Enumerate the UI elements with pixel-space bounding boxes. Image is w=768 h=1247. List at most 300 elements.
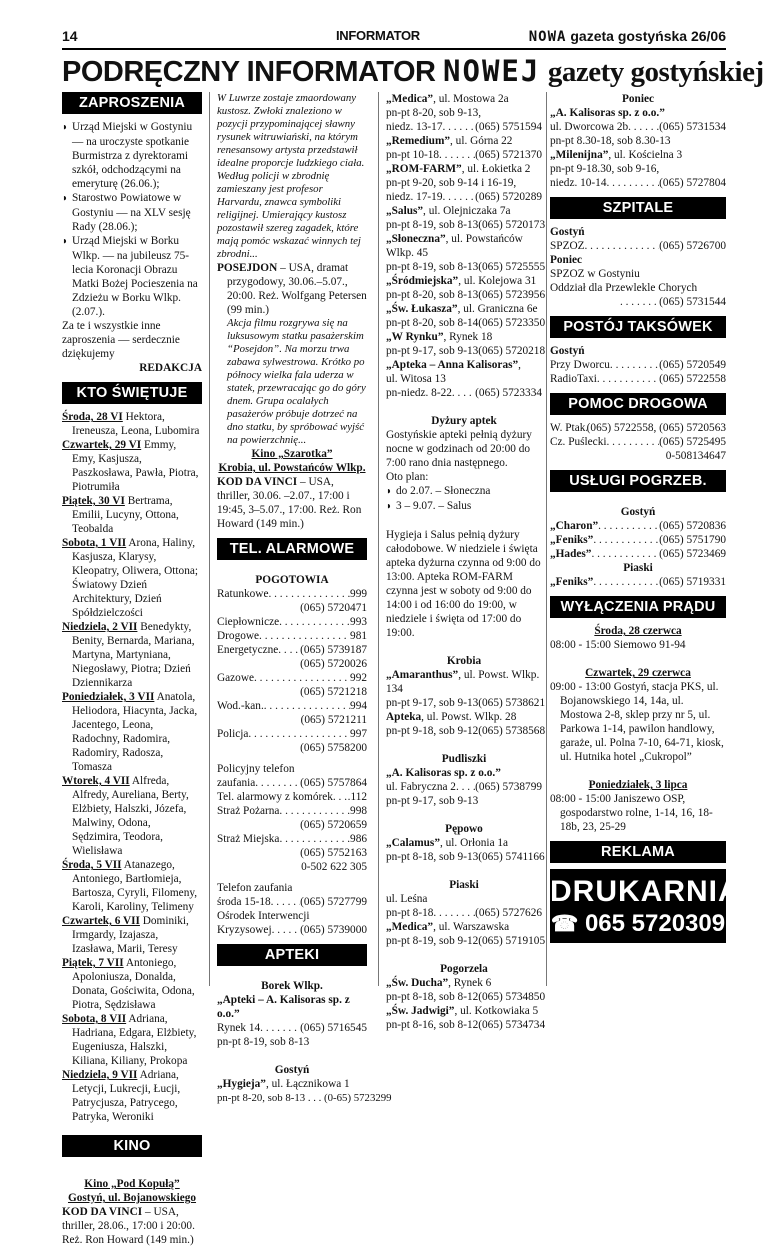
advertisement [550, 869, 741, 943]
phone-number: (065) 5723956 [478, 289, 546, 301]
city-name: Pudliszki [441, 753, 487, 765]
column-divider [209, 92, 210, 986]
phone-label: „Hades” [550, 548, 592, 560]
name-day-names: Arona, Haliny, Kasjusza, Klarysy, Kleopatry, Oliwera, Ottona; Światowy Dzień Architektury, Dzień Spółdzielczości [72, 537, 199, 619]
pharmacy-entry [386, 302, 542, 316]
pharmacy-address: , Rynek 18 [443, 331, 493, 343]
phone-row: pn-pt 8-18, sob 9-13 (065) 5741166 [386, 851, 545, 863]
phone-row [550, 421, 726, 435]
phone-row: ul. Dworcowa 2b . . . (065) 5731534 [550, 120, 726, 134]
phone-row [386, 1018, 546, 1032]
hospital-line: Oddział dla Przewlekle Chorych [550, 282, 698, 294]
phone-label: Przy Dworcu [550, 359, 610, 371]
title-part1: PODRĘCZNY INFORMATOR [62, 56, 436, 88]
phone-number: (065) 5738568 [478, 725, 546, 737]
phone-label: Wod.-kan. [217, 700, 264, 712]
paper-name [529, 28, 726, 45]
film-plot: Akcja filmu rozgrywa się na luksusowym statku pasażerskim “Posejdon”. Na morzu trwa zabawa sylwestrowa. Krótko po północy wielka fala uderza w statek, przewracając go do góry dnem. Grupa ocalałych pasażerów próbuje dotrzeć na dno statku, by spróbować wyjść na powierzchnię... [227, 317, 366, 446]
duty-plan-label: Oto plan: [386, 471, 429, 483]
phone-row: pn-pt 8-19, sob 9-12 (065) 5719105 [386, 935, 546, 947]
pharmacy-hours: pn-pt 8-20, sob 9-13, [386, 107, 482, 119]
label: Ośrodek Interwencji [217, 910, 310, 922]
leader-dots [264, 699, 350, 713]
phone-row: „Feniks” . . . (065) 5719331 [550, 575, 726, 589]
phone-number: (065) 5725495 [659, 436, 726, 448]
phone-number: (065) 5725555 [478, 261, 546, 273]
pharmacy-hours: pn-pt 9-17, sob 9-13 [386, 795, 479, 807]
phone-row [386, 344, 546, 358]
phone-label: pn-pt 10-18 [386, 149, 440, 161]
cinema-address: Krobia, ul. Powstańców Wlkp. [218, 462, 366, 474]
name-day-names: Dominiki, Irmgardy, Izajasza, Izasława, Marii, Teresy [72, 915, 189, 955]
name-day-names: Adriana, Hadriana, Edgara, Elżbiety, Eugeniusza, Halszki, Kiliana, Kiliany, Prokopa [72, 1013, 197, 1067]
column-divider [546, 92, 547, 986]
phone-row [550, 358, 726, 372]
phone-row [217, 699, 367, 713]
phone-number: 999 [350, 588, 367, 600]
pharmacy-address: , Rynek 6 [448, 977, 492, 989]
phone-row [550, 435, 726, 449]
title-part2: NOWEJ [443, 54, 541, 88]
page-number: 14 [62, 28, 78, 44]
phone-row [217, 643, 367, 657]
pharmacy-entry [386, 204, 542, 218]
label: Telefon zaufania [217, 882, 293, 894]
phone-number: (065) 5721370 [475, 149, 542, 161]
cinema-address: Gostyń, ul. Bojanowskiego [67, 1192, 197, 1204]
phone-label: Ratunkowe [217, 588, 269, 600]
name-day-item [62, 914, 202, 956]
subheading-pogotowia: POGOTOWIA [255, 574, 329, 586]
phone-row: Tel. alarmowy z komórek . . . .112 [217, 790, 367, 804]
funeral-list [550, 519, 726, 561]
leader-dots [259, 629, 350, 643]
pharmacy-address: , ul. Kotkowiaka 5 [454, 1005, 539, 1017]
header-rule [62, 48, 726, 50]
name-day-names: Antoniego, Apoloniusza, Donalda, Donata, Gościwita, Odona, Piotra, Sędzisława [72, 957, 195, 1011]
alarm-phone-list [217, 587, 367, 755]
phone-label: pn-pt 8-20, sob 8-14 [386, 317, 479, 329]
phone-row: SPZOZ . . . (065) 5726700 [550, 239, 726, 253]
phone-label: niedz. 17-19 [386, 191, 443, 203]
pharmacy-name: „ROM-FARM” [386, 163, 462, 175]
city-name: Gostyń [274, 1064, 310, 1076]
phone-label: pn-pt 8-19, sob 8-13 [386, 219, 479, 231]
thanks-text: Za te i wszystkie inne zaproszenia — serdecznie dziękujemy [62, 320, 180, 360]
pharmacy-hours: pn-pt 8-19, sob 8-13 [217, 1036, 310, 1048]
phone-extra: (065) 5721211 [300, 714, 367, 726]
phone-row [386, 260, 546, 274]
pharmacy-entry [386, 92, 542, 106]
outage-text: 08:00 - 15:00 Siemowo 91-94 [550, 639, 686, 651]
section-heading-szpitale: SZPITALE [550, 197, 726, 219]
name-day-item [62, 690, 202, 774]
leader-dots [591, 547, 659, 561]
pharmacy-address: ul. Leśna [386, 893, 428, 905]
name-day-date: Niedziela, 2 VII [62, 621, 138, 633]
leader-dots [268, 587, 350, 601]
phone-label: Cz. Puślecki [550, 436, 607, 448]
phone-row [550, 547, 726, 561]
pharmacy-name: „A. Kalisoras sp. z o.o.” [550, 107, 665, 119]
phone-row [386, 218, 546, 232]
pharmacy-hours: pn-pt 9-18.30, sob 9-16, [550, 163, 660, 175]
pharmacy-name: „Śródmiejska” [386, 275, 459, 287]
phone-number: 997 [350, 728, 367, 740]
phone-row [386, 696, 546, 710]
phone-row [386, 990, 546, 1004]
phone-label: Gazowe [217, 672, 255, 684]
ad-phone: 065 5720309 [584, 910, 726, 937]
pharmacy-entry [386, 232, 542, 260]
invitation-item: ◗ Starostwo Powiatowe w Gostyniu — na XLV sesję Rady (28.06.); [62, 191, 202, 234]
phone-row: Straż Pożarna . . . 998 [217, 804, 367, 818]
phone-label: pn-pt 8-18, sob 8-12 [386, 991, 479, 1003]
name-day-item [62, 1012, 202, 1068]
pharmacy-name: „Apteka – Anna Kalisoras” [386, 359, 519, 371]
phone-number: (065) 5723350 [478, 317, 546, 329]
name-day-names: Atanazego, Antoniego, Bartłomieja, Bartosza, Cyryli, Filomeny, Karoli, Karoliny, Telimeny [72, 859, 198, 913]
phone-row [386, 120, 542, 134]
outage-text: 09:00 - 13:00 Gostyń, stacja PKS, ul. Bojanowskiego 14, 14a, ul. Mostowa 2-8, sklep przy nr 5, ul. Parkowa 1-14, pawilon handlowy, garaże, ul. Polna 7-10, 64-71, kiosk, ul. Hutnika hotel „Cukropol” [550, 681, 724, 763]
phone-extra: (065) 5758200 [300, 742, 367, 754]
pharmacy-name: Apteka [386, 711, 422, 723]
name-day-date: Poniedziałek, 3 VII [62, 691, 155, 703]
pharmacy-address: , ul. Powstańców Wlkp. 45 [386, 233, 523, 259]
section-heading-uslugi-pogrzebowe: USŁUGI POGRZEB. [550, 470, 726, 492]
pharmacy-address: , ul. Graniczna 6e [457, 303, 538, 315]
city-name: Piaski [623, 562, 653, 574]
film-title: KOD DA VINCI [62, 1206, 143, 1218]
leader-dots [439, 148, 475, 162]
name-day-item [62, 438, 202, 494]
phone-number: (065) 5738621 [478, 697, 546, 709]
phone-row [386, 190, 542, 204]
paper-name-rest: gazeta gostyńska 26/06 [570, 28, 726, 44]
pharmacy-name: „A. Kalisoras sp. z o.o.” [386, 767, 501, 779]
phone-row [550, 372, 726, 386]
city-name: Gostyń [620, 506, 656, 518]
phone-row: Kryzysowej . . . (065) 5739000 [217, 923, 367, 937]
pharmacy-hours: pn-pt 9-20, sob 9-14 i 16-19, [386, 177, 517, 189]
city-name: Pępowo [445, 823, 483, 835]
section-heading-apteki: APTEKI [217, 944, 367, 966]
phone-extra: (065) 5720659 [300, 819, 367, 831]
name-day-date: Środa, 28 VI [62, 411, 123, 423]
phone-number: 993 [350, 616, 367, 628]
city-name: Krobia [446, 655, 482, 667]
phone-row: pn-pt 8-18 . . . (065) 5727626 [386, 906, 542, 920]
outage-date: Poniedziałek, 3 lipca [588, 779, 688, 791]
phone-label: pn-pt 9-17, sob 9-13 [386, 697, 479, 709]
section-heading-wylaczenia-pradu: WYŁĄCZENIA PRĄDU [550, 596, 726, 618]
pharmacy-address: , ul. Powst. Wlkp. 28 [421, 711, 517, 723]
film-entry [217, 261, 367, 317]
phone-label: W. Ptak [550, 422, 586, 434]
column-3 [386, 92, 546, 1032]
paper-name-nowa: NOWA [528, 29, 567, 45]
leader-dots [442, 120, 475, 134]
section-heading-reklama: REKLAMA [550, 841, 726, 863]
leader-dots [606, 435, 659, 449]
name-day-names: Adriana, Letycji, Lukrecji, Łucji, Patrycjusza, Patrycego, Patryka, Weroniki [72, 1069, 181, 1123]
phone-number: (065) 5722558 [659, 373, 726, 385]
column-1 [62, 92, 202, 1247]
pharmacy-name: „Św. Ducha” [386, 977, 449, 989]
phone-row: ul. Fabryczna 2 . . . (065) 5738799 [386, 780, 542, 794]
pharmacy-entry [386, 274, 542, 288]
film-desc: – USA, thriller, 28.06., 17:00 i 20:00. Reż. Ron Howard (149 min.) [62, 1206, 195, 1246]
pharmacy-name: „W Rynku” [386, 331, 444, 343]
film-entry [217, 475, 367, 531]
pharmacy-name: „Apteki – A. Kalisoras sp. z o.o.” [217, 994, 350, 1020]
name-day-item [62, 1068, 202, 1124]
duty-note: Hygieja i Salus pełnią dyżury całodobowe. W niedziele i święta apteka dyżurna czynna od 9:00 do 13:00. Apteka ROM-FARM czynna jest w soboty od 9:00 do 14:00 i od 16:00 do 19:00, w niedziele i święta od 17:00 do 19:00. [386, 529, 541, 639]
leader-dots [278, 643, 300, 657]
phone-number: (065) 5734850 [478, 991, 546, 1003]
film-desc: – USA, thriller, 30.06. –2.07., 17:00 i 19:45, 3–5.07., 17:00. Reż. Ron Howard (149 min.) [217, 476, 362, 530]
phone-number: (065) 5720289 [475, 191, 542, 203]
cinema-name: Kino „Pod Kopułą” [84, 1178, 180, 1190]
phone-label: pn-pt 9-18, sob 9-12 [386, 725, 479, 737]
name-day-names: Alfreda, Alfredy, Aureliana, Berty, Elżbiety, Halszki, Józefa, Malwiny, Odona, Sędzimira, Teodora, Wielisława [72, 775, 189, 857]
phone-label: Energetyczne [217, 644, 279, 656]
name-day-item [62, 620, 202, 690]
name-day-item [62, 536, 202, 620]
phone-extra: (065) 5720026 [300, 658, 367, 670]
pharmacy-entry [386, 1004, 542, 1018]
name-days-list [62, 410, 202, 1124]
phone-number: (065) 5734734 [478, 1019, 546, 1031]
phone-label: niedz. 13-17 [386, 121, 443, 133]
name-day-item [62, 410, 202, 438]
subheading-dyzury: Dyżury aptek [431, 415, 497, 427]
phone-row [550, 533, 726, 547]
pharmacy-hours: pn-pt 8-20, sob 8-13 . . . (0-65) 5723299 [217, 1092, 392, 1104]
name-day-names: Benedykty, Benity, Bernarda, Mariana, Martyna, Martyniana, Niegosławy, Piotra; Dzień Dziennikarza [72, 621, 195, 689]
section-heading-kino: KINO [62, 1135, 202, 1157]
name-day-date: Sobota, 1 VII [62, 537, 127, 549]
name-day-names: Emmy, Emy, Kasjusza, Paszkosława, Pawła, Piotra, Piotrumiła [72, 439, 199, 493]
pharmacy-address: , ul. Łokietka 2 [461, 163, 531, 175]
roadside-list [550, 421, 726, 449]
pharmacy-entry [386, 710, 542, 724]
signature: REDAKCJA [139, 362, 202, 374]
invitation-item: ◗ Urząd Miejski w Borku Wlkp. — na jubileusz 75-lecia Koronacji Obrazu Matki Bożej Pocieszenia na Zdzieżu w Borku Wlkp. (2.07.). [62, 234, 202, 319]
column-divider [378, 92, 379, 986]
invitations-list [62, 120, 202, 319]
phone-label: pn-pt 8-19, sob 8-13 [386, 261, 479, 273]
name-day-date: Piątek, 7 VII [62, 957, 124, 969]
city-name: Piaski [449, 879, 479, 891]
name-day-item [62, 956, 202, 1012]
section-heading-zaproszenia: ZAPROSZENIA [62, 92, 202, 114]
column-2 [217, 92, 392, 1105]
duty-text: Gostyńskie apteki pełnią dyżury nocne w godzinach od 20:00 do 7:00 rano dnia następnego. [386, 429, 532, 469]
power-outage-list [550, 624, 726, 834]
film-entry [62, 1205, 202, 1247]
phone-number: (065) 5723334 [475, 387, 542, 399]
city-name: Pogorzela [440, 963, 488, 975]
section-heading-kto-swietuje: KTO ŚWIĘTUJE [62, 382, 202, 404]
spacer [550, 764, 726, 778]
phone-row [217, 671, 367, 685]
pharmacy-entry: „Hygieja”, ul. Łącznikowa 1 [217, 1078, 350, 1090]
pharmacy-name: „Amaranthus” [386, 669, 459, 681]
name-day-names: Bertrama, Emilii, Lucyny, Ottona, Teobalda [72, 495, 179, 535]
leader-dots [597, 372, 659, 386]
leader-dots [452, 386, 475, 400]
phone-row [386, 288, 546, 302]
leader-dots [279, 615, 350, 629]
film-desc: – USA, dramat przygodowy, 30.06.–5.07., 20:00. Reż. Wolfgang Petersen (99 min.) [227, 262, 367, 316]
phone-label: Ciepłownicze [217, 616, 280, 628]
pharmacy-address: , ul. Powst. Wlkp. 134 [386, 669, 540, 695]
pharmacy-name: „Św. Jadwigi” [386, 1005, 455, 1017]
phone-row: Rynek 14 . . . (065) 5716545 [217, 1021, 367, 1035]
leader-dots [593, 533, 659, 547]
duty-item: ◗ 3 – 9.07. – Salus [386, 499, 542, 514]
phone-row [550, 519, 726, 533]
leader-dots [254, 671, 350, 685]
phone-extra: (065) 5752163 [300, 847, 367, 859]
phone-extra: 0-508134647 [665, 450, 726, 462]
pharmacy-address: , ul. Górna 22 [450, 135, 513, 147]
leader-dots [610, 358, 659, 372]
pharmacy-address: , ul. Kolejowa 31 [458, 275, 537, 287]
page-header [0, 0, 768, 44]
page-title [62, 54, 764, 89]
phone-extra: 0-502 622 305 [301, 861, 367, 873]
column-4 [550, 92, 741, 943]
name-day-item [62, 774, 202, 858]
pharmacy-address: , ul. Mostowa 2a [433, 93, 509, 105]
label: Policyjny telefon [217, 763, 295, 775]
phone-number: 992 [350, 672, 367, 684]
phone-label: RadioTaxi [550, 373, 597, 385]
taxi-list [550, 358, 726, 386]
phone-extra: (065) 5721218 [300, 686, 367, 698]
phone-label: „Feniks” [550, 534, 594, 546]
leader-dots [442, 190, 475, 204]
pharmacy-name: „Salus” [386, 205, 424, 217]
name-day-date: Sobota, 8 VII [62, 1013, 127, 1025]
phone-label: Policja [217, 728, 249, 740]
phone-extra: (065) 5720471 [300, 602, 367, 614]
pharmacy-entry [386, 358, 542, 372]
phone-label: pn-pt 9-17, sob 9-13 [386, 345, 479, 357]
name-day-date: Niedziela, 9 VII [62, 1069, 138, 1081]
phone-row: środa 15-18 . . . (065) 5727799 [217, 895, 367, 909]
phone-number: (065) 5751594 [475, 121, 542, 133]
phone-number: 994 [350, 700, 367, 712]
phone-label: Drogowe [217, 630, 260, 642]
city-name: Borek Wlkp. [261, 980, 323, 992]
phone-row [386, 148, 542, 162]
city-name: Poniec [622, 93, 654, 105]
pharmacy-list-krobia [386, 668, 546, 738]
duty-item: ◗ do 2.07. – Słoneczna [386, 484, 542, 499]
pharmacy-address: , ul. Olejniczaka 7a [423, 205, 511, 217]
phone-label: pn-pt 8-16, sob 8-12 [386, 1019, 479, 1031]
leader-dots [598, 519, 659, 533]
outage-text: 08:00 - 15:00 Janiszewo OSP, gospodarstwo rolne, 1-14, 16, 18-18b, 23, 25-29 [550, 793, 713, 833]
name-day-names: Hektora, Ireneusza, Leona, Lubomira [72, 411, 200, 437]
phone-number: 981 [350, 630, 367, 642]
film-plot: W Luwrze zostaje zmaordowany kustosz. Zwłoki znaleziono w pozycji przypominającej sławny rysunek witruwiański, na którym renesansowy artysta przedstawił idealne proporcje ludzkiego ciała. Według policji w zbrodnię zamieszany jest profesor Harvardu, znawca symboliki religijnej. Umierający kustosz pozostawił szereg zagadek, które mają pomóc wskazać winnych tej zbrodni... [217, 92, 365, 260]
spacer [550, 652, 726, 666]
pharmacy-name: „Słoneczna” [386, 233, 446, 245]
section-heading-tel-alarmowe: TEL. ALARMOWE [217, 538, 367, 560]
name-day-item [62, 858, 202, 914]
phone-number: (065) 5739187 [300, 644, 367, 656]
phone-row [217, 629, 367, 643]
name-day-date: Środa, 5 VII [62, 859, 122, 871]
phone-row [217, 615, 367, 629]
name-day-date: Czwartek, 6 VII [62, 915, 140, 927]
phone-row: niedz. 10-14 . . . (065) 5727804 [550, 176, 726, 190]
city-name: Gostyń [550, 226, 585, 238]
name-day-item [62, 494, 202, 536]
pharmacy-entry: „Calamus”, ul. Orłonia 1a [386, 837, 509, 849]
hospital-line: SPZOZ w Gostyniu [550, 268, 640, 280]
phone-number: (065) 5722558, (065) 5720563 [586, 422, 726, 434]
city-name: Poniec [550, 254, 582, 266]
phone-label: „Charon” [550, 520, 599, 532]
name-day-date: Czwartek, 29 VI [62, 439, 142, 451]
pharmacy-name: „Medica” [386, 93, 434, 105]
pharmacy-entry [386, 330, 542, 344]
phone-row [386, 316, 546, 330]
ad-title: DRUKARNIA [550, 875, 741, 908]
phone-row: Straż Miejska . . . 986 [217, 832, 367, 846]
leader-dots [248, 727, 350, 741]
phone-row [217, 727, 367, 741]
pharmacy-hours: pn-pt 8.30-18, sob 8.30-13 [550, 135, 671, 147]
name-day-date: Wtorek, 4 VII [62, 775, 130, 787]
pharmacy-name: „Św. Łukasza” [386, 303, 458, 315]
phone-number: (065) 5720549 [659, 359, 726, 371]
film-title: KOD DA VINCI [217, 476, 298, 488]
pharmacy-entry [386, 976, 542, 990]
pharmacy-entry [386, 134, 542, 148]
pharmacy-name: „Remedium” [386, 135, 451, 147]
phone-number: (065) 5723469 [659, 548, 726, 560]
phone-row [386, 386, 542, 400]
pharmacy-entry [386, 668, 542, 696]
pharmacy-entry: „Milenijna”, ul. Kościelna 3 [550, 149, 683, 161]
cinema-name: Kino „Szarotka” [251, 448, 333, 460]
pharmacy-address: , [518, 359, 521, 371]
phone-label: pn-niedz. 8-22 [386, 387, 452, 399]
section-heading-taxi: POSTÓJ TAKSÓWEK [550, 316, 726, 338]
phone-number: (065) 5720173 [478, 219, 546, 231]
name-day-date: Piątek, 30 VI [62, 495, 125, 507]
phone-number: (065) 5751790 [659, 534, 726, 546]
phone-row [217, 587, 367, 601]
phone-number: (065) 5720218 [478, 345, 546, 357]
phone-row: . . . (065) 5731544 [550, 295, 726, 309]
section-name: INFORMATOR [336, 28, 420, 43]
name-day-names: Anatola, Heliodora, Hiacynta, Jacka, Jacentego, Leona, Radochny, Radomira, Radomiry, Radosza, Tomasza [72, 691, 198, 773]
pharmacy-entry: „Medica”, ul. Warszawska [386, 921, 510, 933]
outage-date: Czwartek, 29 czerwca [585, 667, 691, 679]
pharmacy-list-pogorzela [386, 976, 546, 1032]
pharmacy-hours: ul. Witosa 13 [386, 373, 446, 385]
phone-number: (065) 5720836 [659, 520, 726, 532]
pharmacy-entry [386, 162, 542, 176]
phone-row [386, 724, 546, 738]
